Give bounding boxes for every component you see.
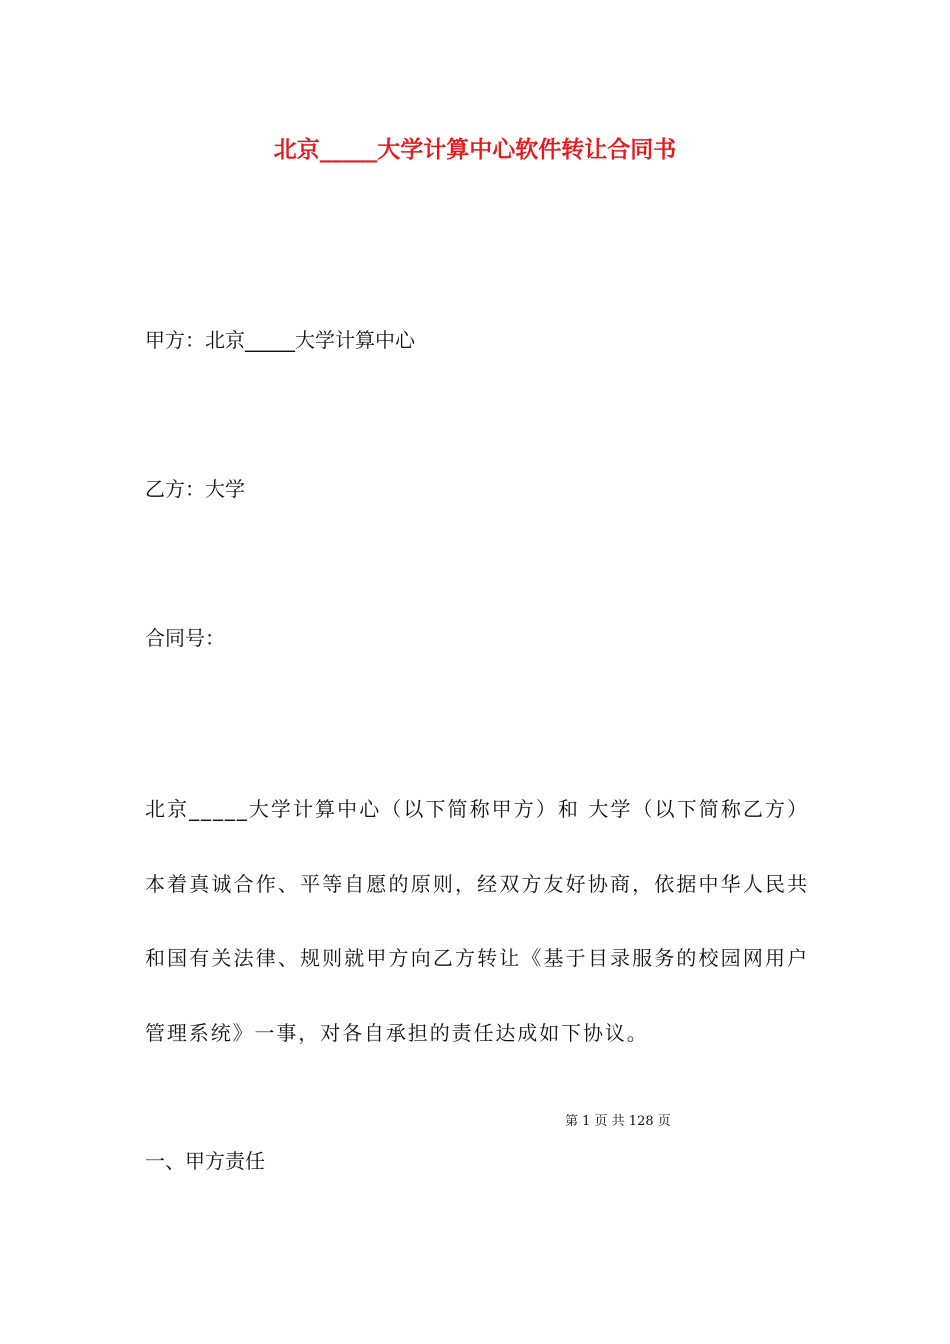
section-heading: 一、甲方责任 <box>145 1149 265 1173</box>
party-b-line: 乙方：大学 <box>145 477 245 501</box>
document-title: 北京_____大学计算中心软件转让合同书 <box>273 137 677 163</box>
intro-paragraph: 北京_____大学计算中心（以下简称甲方）和 大学（以下简称乙方）本着真诚合作、平等自愿的原则，经双方友好协商，依据中华人民共和国有关法律、规则就甲方向乙方转让《基于目录服务的校园网用户管理系统》一事，对各自承担的责任达成如下协议。 <box>145 797 809 1045</box>
party-a-line: 甲方：北京_____大学计算中心 <box>145 328 415 352</box>
contract-number-line: 合同号： <box>145 626 225 650</box>
page-footer: 第 1 页 共 128 页 <box>565 1114 671 1129</box>
